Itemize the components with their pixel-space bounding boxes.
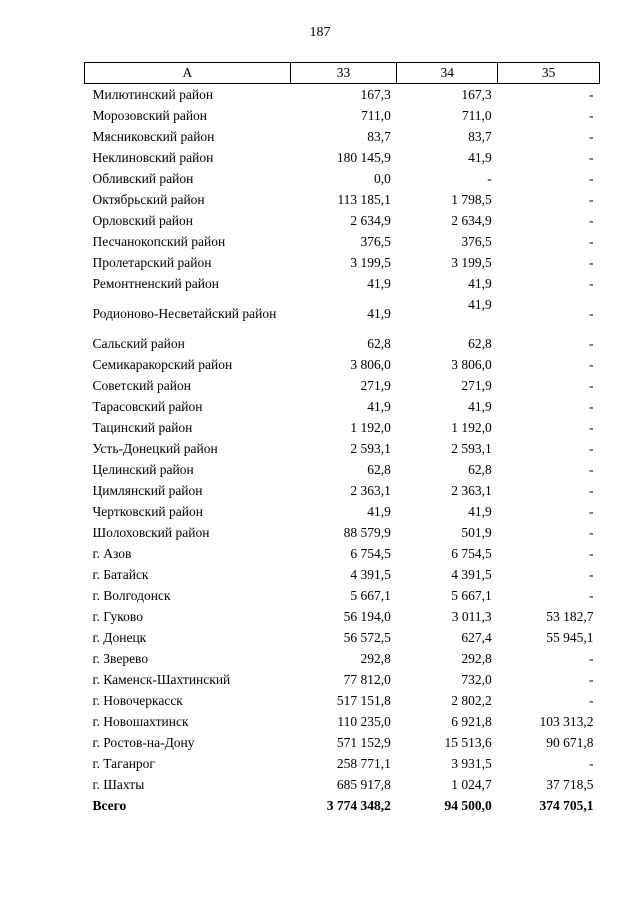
value-cell-35: - <box>589 651 594 666</box>
table-row <box>85 732 600 753</box>
value-cell-35: - <box>589 87 594 102</box>
table-row <box>85 333 600 354</box>
value-cell-33: 180 145,9 <box>336 150 391 165</box>
value-cell-34: 292,8 <box>461 651 492 666</box>
value-cell-34: 6 921,8 <box>451 714 492 729</box>
value-cell-34: 2 634,9 <box>451 213 492 228</box>
row-name-cell: г. Батайск <box>92 567 149 582</box>
value-cell-34: 41,9 <box>468 297 492 312</box>
value-cell-34: 271,9 <box>461 378 492 393</box>
value-cell-34: 41,9 <box>468 276 492 291</box>
value-cell-33: 517 151,8 <box>336 693 391 708</box>
value-cell-34: 62,8 <box>468 336 492 351</box>
header-cell-35: 35 <box>498 63 600 84</box>
row-name-cell: Шолоховский район <box>92 525 210 540</box>
row-name-cell: Тарасовский район <box>92 399 203 414</box>
row-name-cell: Орловский район <box>92 213 193 228</box>
header-cell-33: 33 <box>290 63 397 84</box>
value-cell-35: - <box>589 213 594 228</box>
row-name-cell: Неклиновский район <box>92 150 214 165</box>
value-cell-34: 3 806,0 <box>451 357 492 372</box>
table-row <box>85 501 600 522</box>
value-cell-33: 5 667,1 <box>350 588 391 603</box>
row-name-cell: г. Зверево <box>92 651 149 666</box>
value-cell-35: 53 182,7 <box>546 609 594 624</box>
table-row <box>85 585 600 606</box>
budget-table <box>84 62 600 816</box>
value-cell-35: - <box>589 504 594 519</box>
row-name-cell: Чертковский район <box>92 504 203 519</box>
value-cell-35: - <box>589 525 594 540</box>
value-cell-35: - <box>589 588 594 603</box>
table-row <box>85 627 600 648</box>
page-number: 187 <box>309 25 331 40</box>
value-cell-35: - <box>589 306 594 321</box>
table-row <box>85 648 600 669</box>
value-cell-33: 77 812,0 <box>343 672 391 687</box>
value-cell-34: 5 667,1 <box>451 588 492 603</box>
table-row <box>85 189 600 210</box>
table-row <box>85 522 600 543</box>
row-name-cell: г. Донецк <box>92 630 147 645</box>
value-cell-33: 4 391,5 <box>350 567 391 582</box>
row-name-cell: г. Волгодонск <box>92 588 171 603</box>
value-cell-34: 711,0 <box>461 108 492 123</box>
total-value-33: 3 774 348,2 <box>326 798 391 813</box>
value-cell-35: - <box>589 150 594 165</box>
table-row <box>85 147 600 168</box>
header-cell-34: 34 <box>397 63 498 84</box>
row-name-cell: Пролетарский район <box>92 255 212 270</box>
value-cell-33: 83,7 <box>367 129 391 144</box>
header-cell-a: А <box>85 63 291 84</box>
value-cell-34: 1 192,0 <box>451 420 492 435</box>
value-cell-34: 2 363,1 <box>451 483 492 498</box>
value-cell-34: 627,4 <box>461 630 492 645</box>
value-cell-35: - <box>589 546 594 561</box>
row-name-cell: Родионово-Несветайский район <box>92 306 277 321</box>
value-cell-35: - <box>589 108 594 123</box>
value-cell-35: - <box>589 171 594 186</box>
row-name-cell: Морозовский район <box>92 108 208 123</box>
value-cell-34: 2 593,1 <box>451 441 492 456</box>
value-cell-35: - <box>589 693 594 708</box>
table-row <box>85 459 600 480</box>
row-name-cell: г. Шахты <box>92 777 145 792</box>
table-row <box>85 753 600 774</box>
row-name-cell: г. Новочеркасск <box>92 693 183 708</box>
table-row <box>85 273 600 294</box>
value-cell-34: 41,9 <box>468 150 492 165</box>
row-name-cell: Семикаракорский район <box>92 357 233 372</box>
table-row <box>85 711 600 732</box>
value-cell-35: - <box>589 378 594 393</box>
value-cell-33: 41,9 <box>367 306 391 321</box>
value-cell-33: 167,3 <box>360 87 391 102</box>
value-cell-35: 90 671,8 <box>546 735 594 750</box>
value-cell-34: 41,9 <box>468 399 492 414</box>
row-name-cell: Целинский район <box>92 462 194 477</box>
row-name-cell: г. Ростов-на-Дону <box>92 735 195 750</box>
total-value-35: 374 705,1 <box>539 798 594 813</box>
value-cell-35: - <box>589 336 594 351</box>
table-row <box>85 690 600 711</box>
table-row <box>85 774 600 795</box>
value-cell-34: 62,8 <box>468 462 492 477</box>
value-cell-33: 41,9 <box>367 399 391 414</box>
value-cell-35: - <box>589 567 594 582</box>
table-row <box>85 210 600 231</box>
table-row <box>85 84 600 106</box>
row-name-cell: г. Каменск-Шахтинский <box>92 672 231 687</box>
value-cell-35: - <box>589 672 594 687</box>
value-cell-35: - <box>589 483 594 498</box>
row-name-cell: Сальский район <box>92 336 185 351</box>
value-cell-33: 3 806,0 <box>350 357 391 372</box>
table-header-row <box>85 63 600 84</box>
value-cell-33: 113 185,1 <box>337 192 391 207</box>
table-row <box>85 564 600 585</box>
value-cell-33: 56 572,5 <box>343 630 391 645</box>
value-cell-33: 292,8 <box>360 651 391 666</box>
value-cell-35: - <box>589 441 594 456</box>
table-row <box>85 669 600 690</box>
value-cell-35: - <box>589 192 594 207</box>
value-cell-35: - <box>589 462 594 477</box>
value-cell-34: 41,9 <box>468 504 492 519</box>
value-cell-35: - <box>589 756 594 771</box>
value-cell-35: 55 945,1 <box>546 630 594 645</box>
table-row <box>85 252 600 273</box>
table-row <box>85 606 600 627</box>
table-row <box>85 105 600 126</box>
value-cell-33: 711,0 <box>361 108 391 123</box>
value-cell-34: 3 199,5 <box>451 255 492 270</box>
value-cell-33: 2 363,1 <box>350 483 391 498</box>
table-body <box>85 84 600 817</box>
value-cell-34: - <box>487 171 492 186</box>
value-cell-34: 4 391,5 <box>451 567 492 582</box>
value-cell-33: 41,9 <box>367 504 391 519</box>
total-row <box>85 795 600 816</box>
value-cell-34: 15 513,6 <box>444 735 492 750</box>
table-row <box>85 168 600 189</box>
value-cell-34: 376,5 <box>461 234 492 249</box>
value-cell-33: 1 192,0 <box>350 420 391 435</box>
value-cell-33: 2 593,1 <box>350 441 391 456</box>
row-name-cell: г. Таганрог <box>92 756 155 771</box>
value-cell-35: - <box>589 129 594 144</box>
value-cell-34: 6 754,5 <box>451 546 492 561</box>
value-cell-35: 37 718,5 <box>546 777 594 792</box>
row-name-cell: Песчанокопский район <box>92 234 226 249</box>
value-cell-33: 62,8 <box>367 462 391 477</box>
value-cell-33: 110 235,0 <box>337 714 391 729</box>
row-name-cell: г. Новошахтинск <box>92 714 189 729</box>
row-name-cell: Усть-Донецкий район <box>92 441 218 456</box>
value-cell-35: - <box>589 399 594 414</box>
value-cell-34: 1 798,5 <box>451 192 492 207</box>
value-cell-35: - <box>589 357 594 372</box>
value-cell-33: 258 771,1 <box>336 756 391 771</box>
table-row <box>85 126 600 147</box>
value-cell-35: 103 313,2 <box>539 714 594 729</box>
value-cell-33: 62,8 <box>367 336 391 351</box>
value-cell-34: 1 024,7 <box>451 777 492 792</box>
value-cell-33: 571 152,9 <box>336 735 391 750</box>
row-name-cell: Цимлянский район <box>92 483 203 498</box>
row-name-cell: Милютинский район <box>92 87 214 102</box>
value-cell-35: - <box>589 255 594 270</box>
table-row <box>85 417 600 438</box>
table-row <box>85 438 600 459</box>
value-cell-33: 376,5 <box>360 234 391 249</box>
value-cell-33: 685 917,8 <box>336 777 391 792</box>
value-cell-33: 0,0 <box>374 171 391 186</box>
table-row <box>85 294 600 333</box>
row-name-cell: Ремонтненский район <box>92 276 219 291</box>
row-name-cell: Тацинский район <box>92 420 193 435</box>
value-cell-33: 3 199,5 <box>350 255 391 270</box>
row-name-cell: Советский район <box>92 378 191 393</box>
value-cell-34: 83,7 <box>468 129 492 144</box>
total-label-cell: Всего <box>92 798 127 813</box>
table-row <box>85 354 600 375</box>
total-value-34: 94 500,0 <box>444 798 492 813</box>
value-cell-33: 41,9 <box>367 276 391 291</box>
row-name-cell: г. Гуково <box>92 609 143 624</box>
value-cell-35: - <box>589 276 594 291</box>
table-row <box>85 480 600 501</box>
value-cell-33: 2 634,9 <box>350 213 391 228</box>
table-row <box>85 543 600 564</box>
value-cell-34: 732,0 <box>461 672 492 687</box>
value-cell-35: - <box>589 420 594 435</box>
value-cell-33: 56 194,0 <box>343 609 391 624</box>
row-name-cell: Октябрьский район <box>92 192 205 207</box>
value-cell-34: 167,3 <box>461 87 492 102</box>
value-cell-34: 2 802,2 <box>451 693 492 708</box>
value-cell-33: 271,9 <box>360 378 391 393</box>
row-name-cell: Мясниковский район <box>92 129 215 144</box>
row-name-cell: Обливский район <box>92 171 194 186</box>
value-cell-34: 501,9 <box>461 525 492 540</box>
value-cell-34: 3 931,5 <box>451 756 492 771</box>
value-cell-34: 3 011,3 <box>451 609 492 624</box>
value-cell-33: 6 754,5 <box>350 546 391 561</box>
value-cell-33: 88 579,9 <box>343 525 391 540</box>
value-cell-35: - <box>589 234 594 249</box>
table-row <box>85 375 600 396</box>
row-name-cell: г. Азов <box>92 546 132 561</box>
table-row <box>85 396 600 417</box>
table-row <box>85 231 600 252</box>
